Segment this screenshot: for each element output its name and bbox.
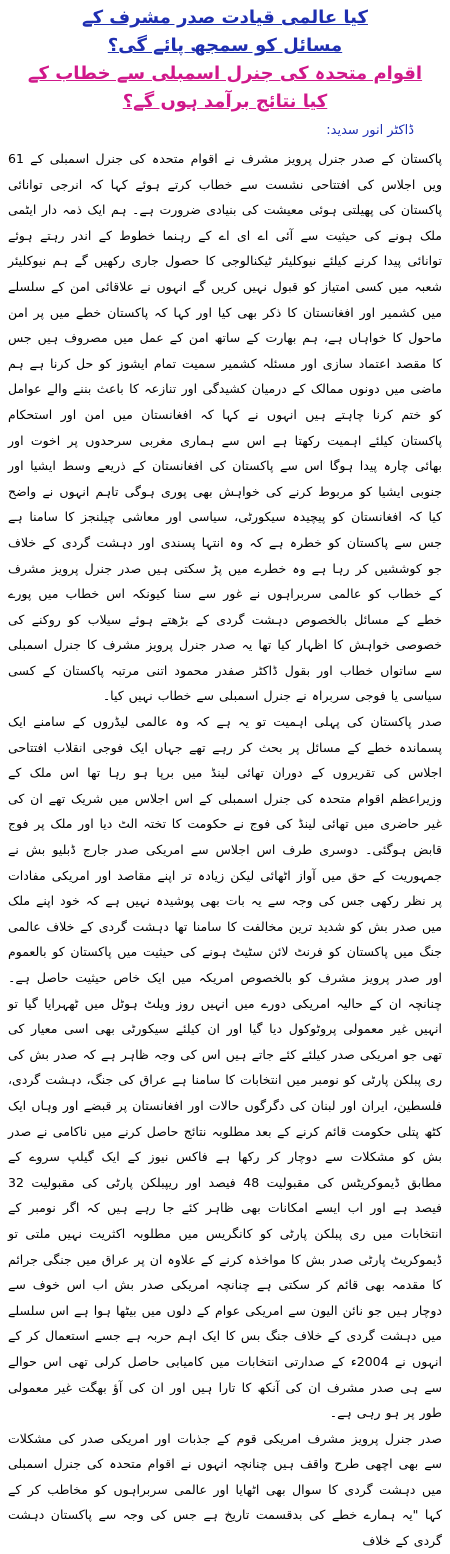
article-body	[8, 146, 442, 1554]
headline-block	[8, 4, 442, 115]
headline-line-4: کیا نتائج برآمد ہوں گے؟	[122, 91, 328, 112]
article-paragraph-2: صدر پاکستان کی پہلی اہمیت تو یہ ہے کہ وہ عالمی لیڈروں کے سامنے ایک پسماندہ خطے کے مسائل پر بحث کر رہے تھے جہاں ایک فوجی انقلاب افتتاحی اجلاس کی تقریروں کے دوران تھائی لینڈ میں برپا ہو رہا تھا اس ملک کے وزیراعظم اقوام متحدہ کی جنرل اسمبلی کے اس اجلاس میں شریک تھے ان کی غیر حاضری میں تھائی لینڈ کی فوج نے حکومت کا تختہ الٹ دیا اور ملک پر فوج قابض ہوگئی۔ دوسری طرف اس اجلاس سے امریکی صدر جارج ڈبلیو بش نے جمہوریت کے حق میں آواز اٹھائی لیکن زیادہ تر اپنے مقاصد اور امریکی مفادات پر نظر رکھی جس کی وجہ سے یہ بات بھی پوشیدہ نہیں ہے کہ خود اپنے ملک میں صدر بش کو شدید ترین مخالفت کا سامنا تھا دہشت گردی کے خلاف عالمی جنگ میں پاکستان کو فرنٹ لائن سٹیٹ ہونے کی حیثیت میں پاکستان کو بالعموم اور صدر پرویز مشرف کو بالخصوص امریکہ میں ایک خاص حیثیت حاصل ہے۔ چنانچہ ان کے حالیہ امریکی دورے میں انہیں روز ویلٹ ہوٹل میں ٹھہرایا گیا تو انہیں غیر معمولی پروٹوکول دیا گیا اور ان کیلئے سیکورٹی بھی اسی معیار کی تھی جو امریکی صدر کیلئے کئے جاتے ہیں اس کی وجہ ظاہر ہے کہ صدر بش کی ری پبلکن پارٹی کو نومبر میں انتخابات کا سامنا ہے عراق کی جنگ، دہشت گردی، فلسطین، ایران اور لبنان کی دگرگوں حالات اور افغانستان پر قبضے اور وہاں ایک کٹھ پتلی حکومت قائم کرنے کے بعد مطلوبہ نتائج حاصل کرنے میں ناکامی نے صدر بش کو مشکلات سے دوچار کر رکھا ہے فاکس نیوز کے ایک گیلپ سروے کے مطابق ڈیموکریٹس کی مقبولیت 48 فیصد اور ریپبلکن پارٹی کی مقبولیت 32 فیصد ہے اور اب ایسے امکانات بھی ظاہر کئے جا رہے ہیں کہ اگر نومبر کے انتخابات میں ری پبلکن پارٹی کو کانگریس میں مطلوبہ اکثریت نہیں ملتی تو ڈیموکریٹ پارٹی صدر بش کا مواخذہ کرنے کے علاوہ ان پر عراق میں جنگی جرائم کا مقدمہ بھی قائم کر سکتی ہے چنانچہ امریکی صدر بش اب اس خوف سے دوچار ہیں جو نائن الیون سے امریکی عوام کے دلوں میں بیٹھا ہوا ہے اس سلسلے میں دہشت گردی کے خلاف جنگ بس کا ایک اہم حربہ ہے جسے استعمال کر کے انہوں نے 2004ء کے صدارتی انتخابات میں کامیابی حاصل کرلی تھی اس حوالے سے ہی صدر مشرف ان کی آنکھ کا تارا ہیں اور ان کی آؤ بھگت غیر معمولی طور پر ہو رہی ہے۔	[8, 714, 442, 1421]
headline-line-2: مسائل کو سمجھ پائے گی؟	[107, 35, 343, 56]
headline-line-1: کیا عالمی قیادت صدر مشرف کے	[82, 7, 368, 28]
article-paragraph-3: صدر جنرل پرویز مشرف امریکی قوم کے جذبات اور امریکی صدر کی مشکلات سے بھی اچھی طرح واقف ہیں چنانچہ انہوں نے اقوام متحدہ کی جنرل اسمبلی میں دہشت گردی کا سوال بھی اٹھایا اور عالمی سربراہوں کو مخاطب کر کے کہا "یہ ہمارے خطے کی بدقسمت تاریخ ہے جس کی وجہ سے پاکستان دہشت گردی کے خلاف	[8, 1430, 442, 1549]
article-paragraph-1: پاکستان کے صدر جنرل پرویز مشرف نے اقوام متحدہ کی جنرل اسمبلی کے 61 ویں اجلاس کی افتتاحی نشست سے خطاب کرتے ہوئے کہا کہ انرجی توانائی پاکستان کی پھیلتی ہوئی معیشت کی بنیادی ضرورت ہے۔ ہم ایک ذمہ دار ایٹمی ملک ہونے کی حیثیت سے آئی اے ای اے کے رہنما خطوط کے اندر رہتے ہوئے توانائی پیدا کرنے کیلئے نیوکلیئر ٹیکنالوجی کا حصول جاری رکھیں گے ہم نیوکلیئر شعبہ میں کسی امتیاز کو قبول نہیں کریں گے انہوں نے علاقائی امن کے سلسلے میں کشمیر اور افغانستان کا ذکر بھی کیا اور کہا کہ پاکستان خطے میں پر امن ماحول کا خواہاں ہے، ہم بھارت کے ساتھ امن کے عمل میں مصروف ہیں جس کا مقصد اعتماد سازی اور مسئلہ کشمیر سمیت تمام ایشوز کو حل کرنا ہے ہم ماضی میں دونوں ممالک کے درمیان کشیدگی اور تنازعہ کا باعث بننے والے عوامل کو ختم کرنا چاہتے ہیں انہوں نے کہا کہ افغانستان میں امن اور استحکام پاکستان کیلئے اہمیت رکھتا ہے اس سے ہماری مغربی سرحدوں پر اخوت اور بھائی چارہ پیدا ہوگا اس سے پاکستان کی افغانستان کے ذریعے وسط ایشیا اور جنوبی ایشیا کو مربوط کرنے کی خواہش بھی پوری ہوگی تاہم انہوں نے واضح کیا کہ افغانستان کو پیچیدہ سیکورٹی، سیاسی اور معاشی چیلنجز کا سامنا ہے جس سے پاکستان کو خطرہ ہے کہ وہ انتہا پسندی اور دہشت گردی کے خلاف جو کوششیں کر رہا ہے وہ خطرے میں پڑ سکتی ہیں صدر جنرل پرویز مشرف کے خطاب کو عالمی سربراہوں نے غور سے سنا کیونکہ اس خطاب میں پورے خطے کے مسائل بالخصوص دہشت گردی کے بڑھتے ہوئے سیلاب کو روکنے کی خصوصی خواہش کا اظہار کیا تھا یہ صدر جنرل پرویز مشرف کا جنرل اسمبلی سے ساتواں خطاب اور بقول ڈاکٹر صفدر محمود اتنی مرتبہ پاکستان کے کسی سیاسی یا فوجی سربراہ نے جنرل اسمبلی سے خطاب نہیں کیا۔	[8, 151, 443, 704]
headline-line-3: اقوام متحدہ کی جنرل اسمبلی سے خطاب کے	[27, 63, 423, 84]
author-byline: ڈاکٹر انور سدید:	[326, 123, 414, 138]
